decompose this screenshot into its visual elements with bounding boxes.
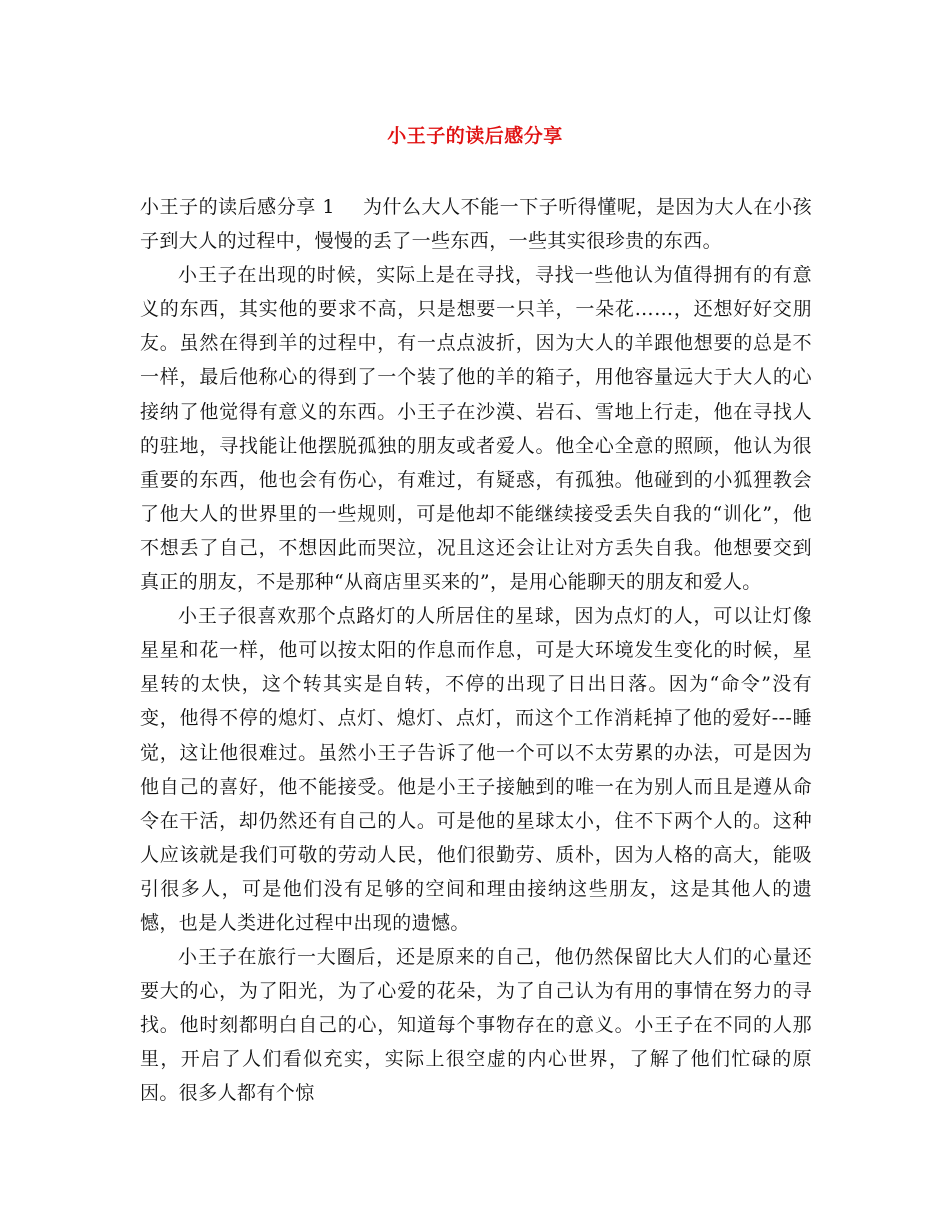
first-paragraph [140,190,812,258]
first-paragraph-text: 为什么大人不能一下子听得懂呢，是因为大人在小孩子到大人的过程中，慢慢的丢了一些东西，一些其实很珍贵的东西。 [140,196,813,253]
document-body [140,190,812,1111]
document-title: 小王子的读后感分享 [387,125,563,147]
body-paragraph: 小王子在出现的时候，实际上是在寻找，寻找一些他认为值得拥有的有意义的东西，其实他的要求不高，只是想要一只羊，一朵花……，还想好好交朋友。虽然在得到羊的过程中，有一点点波折，因为大人的羊跟他想要的总是不一样，最后他称心的得到了一个装了他的羊的箱子，用他容量远大于大人的心接纳了他觉得有意义的东西。小王子在沙漠、岩石、雪地上行走，他在寻找人的驻地，寻找能让他摆脱孤独的朋友或者爱人。他全心全意的照顾，他认为很重要的东西，他也会有伤心，有难过，有疑惑，有孤独。他碰到的小狐狸教会了他大人的世界里的一些规则，可是他却不能继续接受丢失自我的“训化”，他不想丢了自己，不想因此而哭泣，况且这还会让让对方丢失自我。他想要交到真正的朋友，不是那种“从商店里买来的”，是用心能聊天的朋友和爱人。 [140,264,812,594]
section-label: 小王子的读后感分享 1 [140,196,335,218]
body-paragraph: 小王子在旅行一大圈后，还是原来的自己，他仍然保留比大人们的心量还要大的心，为了阳光，为了心爱的花朵，为了自己认为有用的事情在努力的寻找。他时刻都明白自己的心，知道每个事物存在的意义。小王子在不同的人那里，开启了人们看似充实，实际上很空虚的内心世界，了解了他们忙碌的原因。很多人都有个惊 [140,946,812,1105]
body-paragraph: 小王子很喜欢那个点路灯的人所居住的星球，因为点灯的人，可以让灯像星星和花一样，他可以按太阳的作息而作息，可是大环境发生变化的时候，星星转的太快，这个转其实是自转，不停的出现了日出日落。因为“命令”没有变，他得不停的熄灯、点灯、熄灯、点灯，而这个工作消耗掉了他的爱好---睡觉，这让他很难过。虽然小王子告诉了他一个可以不太劳累的办法，可是因为他自己的喜好，他不能接受。他是小王子接触到的唯一在为别人而且是遵从命令在干活，却仍然还有自己的人。可是他的星球太小，住不下两个人的。这种人应该就是我们可敬的劳动人民，他们很勤劳、质朴，因为人格的高大，能吸引很多人，可是他们没有足够的空间和理由接纳这些朋友，这是其他人的遗憾，也是人类进化过程中出现的遗憾。 [140,605,812,934]
